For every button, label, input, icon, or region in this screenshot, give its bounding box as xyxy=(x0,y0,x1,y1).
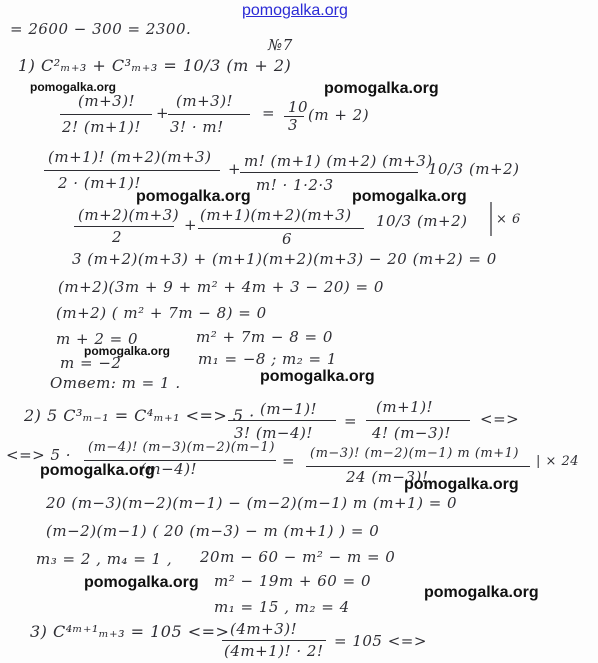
watermark-label: pomogalka.org xyxy=(40,462,155,479)
watermark-label: pomogalka.org xyxy=(424,584,539,601)
brace-mark xyxy=(486,202,496,236)
equals-sign: = xyxy=(344,412,358,430)
watermark-label: pomogalka.org xyxy=(324,80,439,97)
eq-3-num-b: (m+1)(m+2)(m+3) xyxy=(200,206,352,224)
eq-10-num-b: (m−3)! (m−2)(m−1) m (m+1) xyxy=(310,446,519,461)
eq-3-den-b: 6 xyxy=(282,230,293,248)
eq-9: 2) 5 C³ₘ₋₁ = C⁴ₘ₊₁ <=> 5 · xyxy=(24,406,255,425)
answer-1: Ответ: m = 1 . xyxy=(50,374,181,392)
eq-1-num-b: (m+3)! xyxy=(176,92,234,110)
eq-5: (m+2)(3m + 9 + m² + 4m + 3 − 20) = 0 xyxy=(58,278,384,296)
watermark-label: pomogalka.org xyxy=(260,368,375,385)
eq-16-lhs: 3) C⁴ᵐ⁺¹ₘ₊₃ = 105 <=> xyxy=(30,622,230,641)
top-watermark[interactable]: pomogalka.org xyxy=(242,2,348,19)
fraction-bar xyxy=(74,226,174,227)
eq-16-den: (4m+1)! · 2! xyxy=(224,642,324,660)
watermark-label: pomogalka.org xyxy=(352,188,467,205)
eq-13-right: 20m − 60 − m² − m = 0 xyxy=(200,548,396,566)
eq-2-num-a: (m+1)! (m+2)(m+3) xyxy=(48,148,212,166)
eq-10-num-a: (m−4)! (m−3)(m−2)(m−1) xyxy=(88,440,275,455)
eq-8-left: m = −2 xyxy=(60,354,122,372)
eq-9-num-a: (m−1)! xyxy=(260,400,318,418)
watermark-label: pomogalka.org xyxy=(84,574,199,591)
fraction-bar xyxy=(240,172,418,173)
eq-2-den-b: m! · 1·2·3 xyxy=(256,176,334,194)
eq-2-rhs: 10/3 (m+2) xyxy=(428,160,520,178)
eq-1-num-a: (m+3)! xyxy=(78,92,136,110)
eq-1-den-c: 3 xyxy=(288,116,299,134)
eq-1-den-a: 2! (m+1)! xyxy=(62,118,141,136)
eq-9-den-b: 4! (m−3)! xyxy=(372,424,451,442)
eq-3-num-a: (m+2)(m+3) xyxy=(78,206,180,224)
eq-16-num: (4m+3)! xyxy=(230,620,298,638)
eq-16-rhs: = 105 <=> xyxy=(334,632,427,650)
fraction-bar xyxy=(198,228,364,229)
eq-1-den-b: 3! · m! xyxy=(170,118,224,136)
plus-sign: + xyxy=(156,104,170,122)
fraction-bar xyxy=(228,420,336,421)
eq-7-left: m + 2 = 0 xyxy=(56,330,139,348)
problem-number: №7 xyxy=(268,36,293,54)
eq-14: m² − 19m + 60 = 0 xyxy=(214,572,371,590)
fraction-bar xyxy=(222,640,326,641)
eq-3-rhs: 10/3 (m+2) xyxy=(376,212,468,230)
eq-1-num-c: 10 xyxy=(288,98,309,116)
fraction-bar xyxy=(60,114,152,115)
eq-3-den-a: 2 xyxy=(112,228,123,246)
fraction-bar xyxy=(44,170,220,171)
eq-13-left: m₃ = 2 , m₄ = 1 , xyxy=(36,550,173,568)
eq-10-den-a: (m−4)! xyxy=(140,460,198,478)
fraction-bar xyxy=(306,466,530,467)
eq-9-num-b: (m+1)! xyxy=(376,398,434,416)
eq-15: m₁ = 15 , m₂ = 4 xyxy=(214,598,350,616)
eq-10-den-b: 24 (m−3)! xyxy=(346,468,429,486)
fraction-bar xyxy=(366,420,470,421)
eq-9-den-a: 3! (m−4)! xyxy=(234,424,313,442)
fraction-bar xyxy=(168,114,250,115)
eq-1-factor: (m + 2) xyxy=(308,106,370,124)
watermark-label: pomogalka.org xyxy=(84,344,171,358)
eq-4: 3 (m+2)(m+3) + (m+1)(m+2)(m+3) − 20 (m+2) = 0 xyxy=(72,250,497,268)
watermark-label: pomogalka.org xyxy=(30,80,117,94)
equals-sign: = xyxy=(282,452,296,470)
eq-12: (m−2)(m−1) ( 20 (m−3) − m (m+1) ) = 0 xyxy=(46,522,380,540)
line-result: = 2600 − 300 = 2300. xyxy=(10,20,192,38)
eq-2-den-a: 2 · (m+1)! xyxy=(58,174,141,192)
plus-sign: + xyxy=(184,216,198,234)
multiplier: × 6 xyxy=(496,212,521,227)
watermark-label: pomogalka.org xyxy=(136,188,251,205)
eq-7-right: m² + 7m − 8 = 0 xyxy=(196,328,333,346)
eq-8-right: m₁ = −8 ; m₂ = 1 xyxy=(198,350,337,368)
equals-sign: = xyxy=(262,104,276,122)
eq-6: (m+2) ( m² + 7m − 8) = 0 xyxy=(56,304,267,322)
plus-sign: + xyxy=(228,160,242,178)
watermark-label: pomogalka.org xyxy=(404,476,519,493)
eq-11: 20 (m−3)(m−2)(m−1) − (m−2)(m−1) m (m+1) = 0 xyxy=(46,494,458,512)
eq-2-num-b: m! (m+1) (m+2) (m+3) xyxy=(244,152,433,170)
multiplier: | × 24 xyxy=(536,454,580,469)
eq-9-arrow: <=> xyxy=(480,410,520,428)
eq-1-statement: 1) C²ₘ₊₃ + C³ₘ₊₃ = 10/3 (m + 2) xyxy=(18,56,292,75)
eq-10-prefix: <=> 5 · xyxy=(6,446,72,464)
